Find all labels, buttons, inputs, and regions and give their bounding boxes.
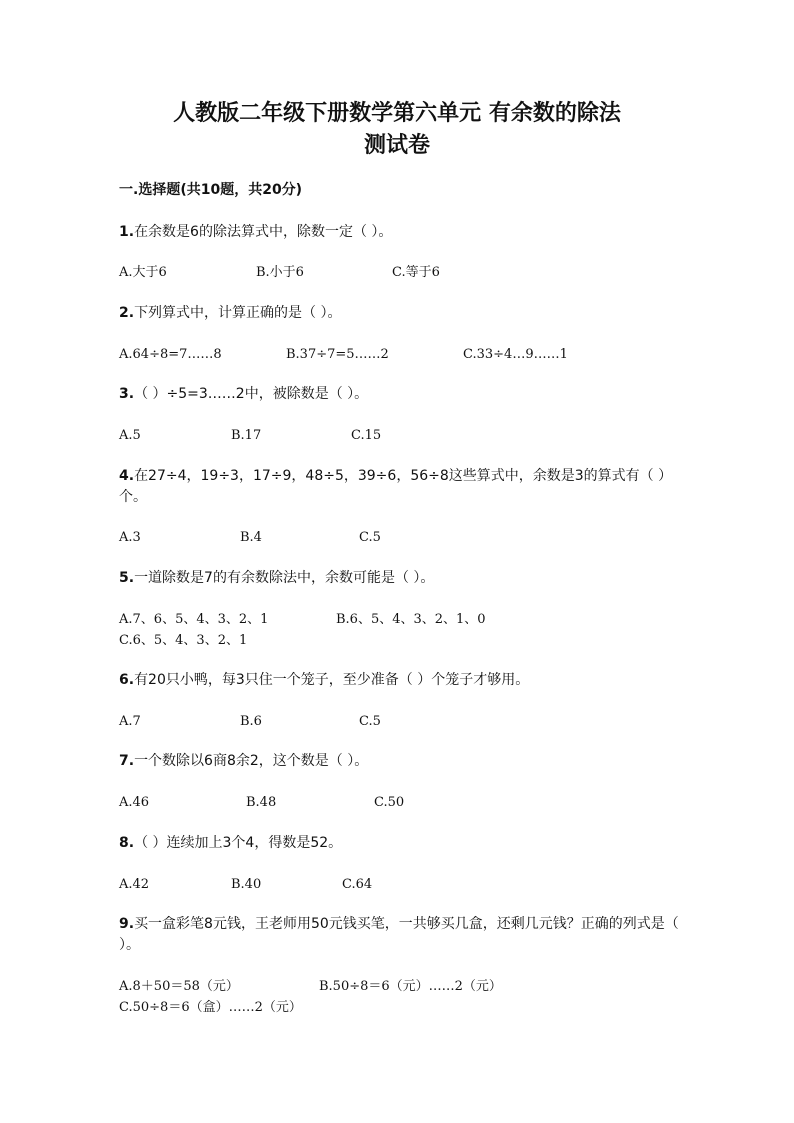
- question-text: （ ）连续加上3个4，得数是52。: [134, 835, 343, 851]
- question-text: 下列算式中，计算正确的是（ ）。: [134, 305, 342, 321]
- question-number: 8.: [119, 835, 135, 851]
- question-number: 2.: [119, 305, 135, 321]
- option-b[interactable]: B.50÷8＝6（元）……2（元）: [319, 979, 502, 994]
- option-a[interactable]: A.8＋50＝58（元）: [119, 979, 239, 994]
- option-b[interactable]: B.6: [240, 714, 262, 729]
- option-a[interactable]: A.5: [119, 428, 141, 443]
- question-number: 9.: [119, 916, 135, 932]
- option-a[interactable]: A.7: [119, 714, 141, 729]
- option-b[interactable]: B.6、5、4、3、2、1、0: [336, 612, 486, 627]
- option-c[interactable]: C.5: [359, 714, 381, 729]
- question-7: [119, 751, 684, 772]
- option-c[interactable]: C.6、5、4、3、2、1: [119, 633, 248, 648]
- question-number: 4.: [119, 468, 135, 484]
- question-text: 在27÷4，19÷3，17÷9，48÷5，39÷6，56÷8这些算式中，余数是3的算式有（ ）个。: [119, 468, 673, 505]
- option-b[interactable]: B.小于6: [256, 265, 304, 280]
- question-2: [119, 303, 684, 324]
- option-b[interactable]: B.40: [231, 877, 262, 892]
- option-c[interactable]: C.5: [359, 530, 381, 545]
- option-a[interactable]: A.7、6、5、4、3、2、1: [119, 612, 269, 627]
- question-8: [119, 833, 684, 854]
- question-3: [119, 384, 684, 405]
- option-a[interactable]: A.42: [119, 877, 150, 892]
- question-text: 买一盒彩笔8元钱，王老师用50元钱买笔，一共够买几盒，还剩几元钱？正确的列式是（ ）。: [119, 916, 679, 953]
- option-c[interactable]: C.33÷4…9……1: [463, 347, 568, 362]
- option-b[interactable]: B.17: [231, 428, 262, 443]
- section-heading: 一.选择题(共10题，共20分): [119, 182, 303, 198]
- option-b[interactable]: B.4: [240, 530, 262, 545]
- question-text: 一道除数是7的有余数除法中，余数可能是（ ）。: [134, 570, 435, 586]
- option-a[interactable]: A.46: [119, 795, 150, 810]
- question-number: 6.: [119, 672, 135, 688]
- question-number: 7.: [119, 753, 135, 769]
- option-a[interactable]: A.大于6: [119, 265, 167, 280]
- option-c[interactable]: C.50: [374, 795, 405, 810]
- question-number: 3.: [119, 386, 135, 402]
- page-title-line2: 测试卷: [363, 132, 430, 158]
- question-5: [119, 568, 684, 589]
- option-c[interactable]: C.64: [342, 877, 373, 892]
- option-a[interactable]: A.64÷8=7……8: [119, 347, 222, 362]
- option-c[interactable]: C.50÷8＝6（盒）……2（元）: [119, 1000, 302, 1015]
- question-1: [119, 222, 684, 243]
- question-4: [119, 466, 684, 508]
- page-title: 人教版二年级下册数学第六单元 有余数的除法: [173, 100, 621, 126]
- option-c[interactable]: C.等于6: [392, 265, 440, 280]
- option-b[interactable]: B.37÷7=5……2: [286, 347, 389, 362]
- question-text: （ ）÷5=3……2中，被除数是（ ）。: [134, 386, 369, 402]
- question-number: 5.: [119, 570, 135, 586]
- option-a[interactable]: A.3: [119, 530, 141, 545]
- option-c[interactable]: C.15: [351, 428, 382, 443]
- option-b[interactable]: B.48: [246, 795, 277, 810]
- question-6: [119, 670, 684, 691]
- question-9: [119, 914, 684, 956]
- question-text: 有20只小鸭，每3只住一个笼子，至少准备（ ）个笼子才够用。: [134, 672, 530, 688]
- question-text: 一个数除以6商8余2，这个数是（ ）。: [134, 753, 369, 769]
- question-number: 1.: [119, 224, 135, 240]
- question-text: 在余数是6的除法算式中，除数一定（ ）。: [134, 224, 393, 240]
